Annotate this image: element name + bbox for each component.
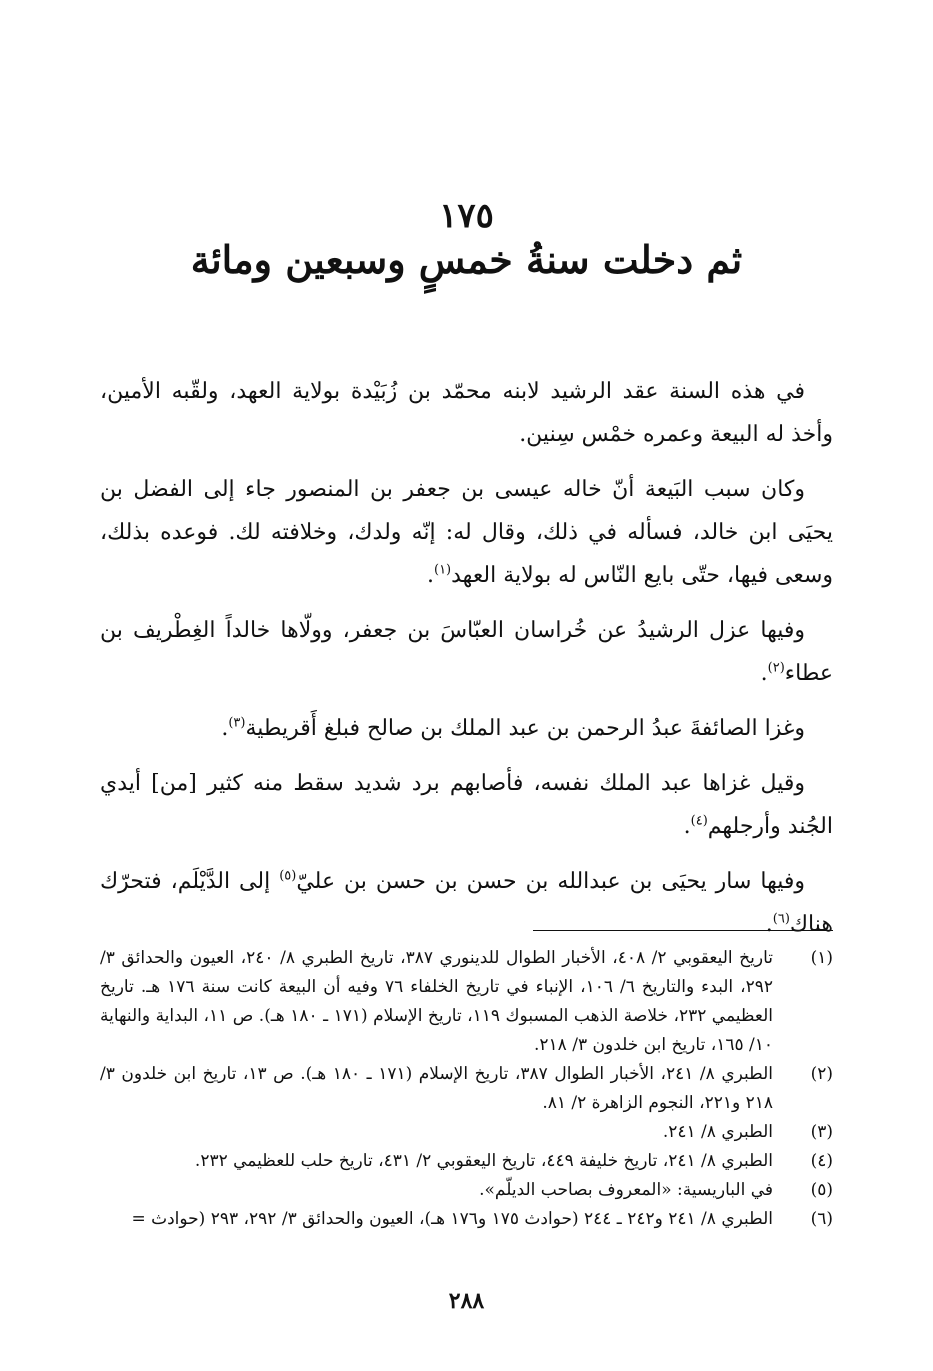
paragraph-2: وكان سبب البَيعة أنّ خاله عيسى بن جعفر بن المنصور جاء إلى الفضل بن يحيَى ابن خالد، فسأله في ذلك، وقال له: إنّه ولدك، وخلافته لك. فوعده بذلك، وسعى فيها، حتّى بايع النّاس له بولاية العهد$^{(١)}$.: [100, 477, 833, 588]
footnote-3: [100, 1118, 833, 1147]
footnote-number: (٦): [810, 1209, 833, 1229]
chapter-title: ثم دخلت سنةُ خمسٍ وسبعين ومائة: [190, 237, 743, 282]
footnote-number: (٤): [810, 1151, 833, 1171]
footnote-5: [100, 1176, 833, 1205]
footnote-1: [100, 944, 833, 1060]
footnote-text: في الباريسية: «المعروف بصاحب الديلّم».: [479, 1180, 773, 1200]
footnote-number: (٥): [810, 1180, 833, 1200]
paragraph-6: وفيها سار يحيَى بن عبدالله بن حسن بن حسن بن عليّ$^{(٥)}$ إلى الدَّيْلَم، فتحرّك هناك$^{(٦)}$.: [100, 868, 833, 937]
footnote-ref-4[interactable]: (٤): [690, 813, 708, 829]
footnote-number: (١): [810, 948, 833, 968]
footnote-ref-2[interactable]: (٢): [767, 660, 785, 676]
footnote-text: تاريخ اليعقوبي ٢/ ٤٠٨، الأخبار الطوال للدينوري ٣٨٧، تاريخ الطبري ٨/ ٢٤٠، العيون والحدائق ٣/ ٢٩٢، البدء والتاريخ ٦/ ١٠٦، الإنباء في تاريخ الخلفاء ٧٦ وفيه أن البيعة كانت سنة ١٧٦ هـ. تاريخ العظيمي ٢٣٢، خلاصة الذهب المسبوك ١١٩، تاريخ الإسلام (١٧١ ـ ١٨٠ هـ). ص ١١، البداية والنهاية ١٠/ ١٦٥، تاريخ ابن خلدون ٣/ ٢١٨.: [100, 948, 774, 1055]
footnote-number: (٣): [810, 1122, 833, 1142]
footnote-text: الطبري ٨/ ٢٤١، الأخبار الطوال ٣٨٧، تاريخ الإسلام (١٧١ ـ ١٨٠ هـ). ص ١٣، تاريخ ابن خلدون ٣/ ٢١٨ و٢٢١، النجوم الزاهرة ٢/ ٨١.: [100, 1064, 773, 1113]
footnote-text: الطبري ٨/ ٢٤١ و٢٤٢ ـ ٢٤٤ (حوادث ١٧٥ و١٧٦ هـ)، العيون والحدائق ٣/ ٢٩٢، ٢٩٣ (حوادث =: [131, 1209, 773, 1229]
footnote-2: [100, 1060, 833, 1118]
footnote-text: الطبري ٨/ ٢٤١.: [662, 1122, 773, 1142]
footnotes: [100, 944, 833, 1234]
page-number: ٢٨٨: [448, 1288, 485, 1314]
paragraph-3: وفيها عزل الرشيدُ عن خُراسان العبّاسَ بن جعفر، وولّاها خالداً الغِطْريف بن عطاء$^{(٢)}$.: [100, 618, 833, 686]
footnote-6: [100, 1205, 833, 1234]
paragraph-4: وغزا الصائفةَ عبدُ الرحمن بن عبد الملك بن صالح فبلغ أَقريطية$^{(٣)}$.: [221, 715, 805, 741]
footnote-4: [100, 1147, 833, 1176]
footnote-ref-3[interactable]: (٣): [228, 715, 246, 731]
footnote-divider: [533, 930, 833, 931]
footnote-text: الطبري ٨/ ٢٤١، تاريخ خليفة ٤٤٩، تاريخ اليعقوبي ٢/ ٤٣١، تاريخ حلب للعظيمي ٢٣٢.: [194, 1151, 773, 1171]
footnote-ref-5[interactable]: (٥): [279, 868, 297, 884]
paragraph-1: في هذه السنة عقد الرشيد لابنه محمّد بن زُبَيْدة بولاية العهد، ولقّبه الأمين، وأخذ له البيعة وعمره خمْس سِنين.: [100, 379, 833, 447]
footnote-ref-1[interactable]: (١): [433, 562, 452, 578]
main-text: [100, 370, 833, 958]
footnote-number: (٢): [810, 1064, 833, 1084]
paragraph-5: وقيل غزاها عبد الملك نفسه، فأصابهم برد شديد سقط منه كثير [من] أيدي الجُند وأرجلهم$^{(٤)}$.: [100, 771, 833, 839]
footnote-ref-6[interactable]: (٦): [772, 911, 790, 927]
chapter-number: ١٧٥: [439, 196, 494, 236]
